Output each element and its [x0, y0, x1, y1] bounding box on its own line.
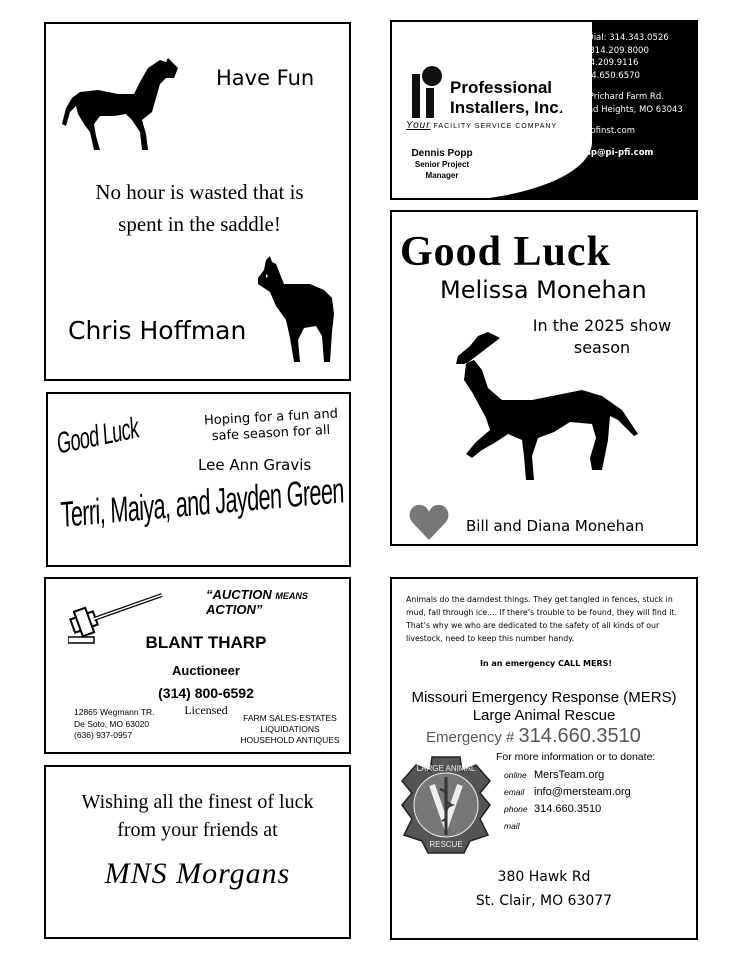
- ad-auctioneer: [44, 577, 351, 754]
- online-row: [504, 767, 631, 784]
- hoping-line1: Hoping for a fun and: [203, 406, 339, 429]
- pi-logo-icon: [412, 66, 444, 122]
- show-season-line2: season: [573, 338, 631, 357]
- auction-slogan: [206, 587, 349, 617]
- emergency-number-line: [426, 725, 641, 748]
- fax-number: Fax: 314.209.9116: [559, 58, 639, 68]
- ad-have-fun: [44, 22, 351, 381]
- melissa-name: Melissa Monehan: [440, 276, 647, 304]
- phone-label: phone: [504, 804, 528, 814]
- office-phone: Office: 314.209.8000: [559, 45, 649, 56]
- licensed-label: Licensed: [184, 703, 228, 717]
- badge-bottom-text: RESCUE: [429, 840, 463, 849]
- show-season-line1: In the 2025 show: [532, 316, 672, 335]
- mail-label: mail: [504, 821, 520, 831]
- slogan-close: ACTION”: [206, 602, 263, 617]
- email-address: dennisp@pi-pfi.com: [559, 147, 654, 158]
- company-tagline: [406, 120, 557, 131]
- cell-phone: Cell: 314.650.6570: [559, 70, 640, 81]
- address-phone: (636) 937-0957: [74, 730, 133, 740]
- signature-chris-hoffman: Chris Hoffman: [68, 316, 247, 345]
- heart-icon: [408, 504, 450, 542]
- contact-name: Dennis Popp: [411, 148, 473, 159]
- services-line2: LIQUIDATIONS: [260, 724, 320, 734]
- intro-line1: Animals do the darndest things. They get tangled in fences, stuck in: [406, 595, 673, 604]
- emergency-number: 314.660.3510: [518, 725, 641, 747]
- mns-morgans-name: MNS Morgans: [104, 857, 291, 890]
- services-line1: FARM SALES-ESTATES: [243, 713, 337, 723]
- city-address: Maryland Heights, MO 63043: [559, 104, 683, 115]
- ad-green-family: [46, 392, 351, 567]
- tagline-your: Your: [406, 120, 431, 131]
- from-bill-and-diana: Bill and Diana Monehan: [466, 517, 644, 535]
- online-label: online: [504, 770, 527, 780]
- ad-good-luck-melissa: [390, 210, 698, 546]
- badge-top-text: LARGE ANIMAL: [416, 764, 476, 773]
- from-lee-ann-gravis: Lee Ann Gravis: [198, 456, 312, 474]
- direct-dial: Direct Dial: 314.343.0526: [559, 33, 669, 43]
- phone-row: [504, 801, 631, 818]
- mers-org-sub: Large Animal Rescue: [472, 707, 616, 724]
- have-fun-heading: Have Fun: [216, 66, 315, 90]
- saddle-quote-line2: spent in the saddle!: [118, 212, 281, 236]
- services-line3: HOUSEHOLD ANTIQUES: [240, 735, 340, 745]
- mers-intro: [406, 593, 677, 645]
- phone-value: 314.660.3510: [534, 803, 602, 815]
- contact-title2: Manager: [425, 171, 459, 180]
- auction-services: [234, 713, 346, 746]
- auctioneer-name: BLANT THARP: [145, 633, 267, 652]
- online-value: MersTeam.org: [534, 769, 605, 781]
- rescue-badge-icon: [400, 755, 492, 855]
- company-name-line2: Installers, Inc.: [450, 98, 564, 117]
- ad-mns-morgans: [44, 765, 351, 939]
- auctioneer-title: Auctioneer: [172, 663, 240, 678]
- mers-address1: 380 Hawk Rd: [497, 869, 591, 885]
- emergency-call: In an emergency CALL MERS!: [479, 659, 613, 668]
- intro-line3: That’s why we who are dedicated to the safety of all kinds of our: [406, 621, 660, 630]
- standing-horse-icon: [254, 254, 338, 366]
- gaited-horse-icon: [442, 330, 642, 490]
- ad-professional-installers: [390, 20, 698, 200]
- trotting-horse-icon: [60, 54, 182, 154]
- mers-contact-list: [504, 767, 631, 835]
- company-name-line1: Professional: [450, 78, 553, 97]
- wishing-line1: Wishing all the finest of luck: [81, 791, 314, 813]
- slogan-open: “AUCTION: [206, 587, 276, 602]
- address-line2: De Soto, MO 63020: [74, 718, 150, 729]
- website: www.profinst.com: [559, 126, 636, 136]
- email-value: info@mersteam.org: [534, 786, 631, 798]
- saddle-quote-line1: No hour is wasted that is: [95, 180, 304, 204]
- emergency-label: Emergency #: [426, 729, 519, 746]
- tagline-text: FACILITY SERVICE COMPANY: [433, 123, 558, 130]
- intro-line2: mud, fall through ice.... If there’s trouble to be found, they will find it.: [406, 608, 677, 617]
- more-info: For more information or to donate:: [496, 751, 656, 763]
- hoping-line2: safe season for all: [211, 422, 331, 445]
- contact-block: [559, 32, 683, 159]
- email-row: [504, 784, 631, 801]
- wishing-line2: from your friends at: [117, 819, 278, 841]
- good-luck-heading: Good Luck: [400, 229, 611, 275]
- email-label: email: [504, 787, 525, 797]
- intro-line4: livestock, need to keep this number handy.: [406, 634, 575, 643]
- contact-title1: Senior Project: [414, 160, 470, 169]
- street-address: 12100 Prichard Farm Rd.: [559, 92, 664, 102]
- green-family-names: Terri, Maiya, and Jayden Green: [60, 469, 345, 535]
- mail-row: [504, 818, 631, 835]
- auctioneer-address: [74, 707, 154, 742]
- good-luck-text: Good Luck: [56, 411, 140, 461]
- slogan-means: MEANS: [275, 591, 308, 601]
- auctioneer-phone: (314) 800-6592: [158, 685, 254, 701]
- mers-address2: St. Clair, MO 63077: [475, 893, 613, 909]
- address-line1: 12865 Wegmann TR.: [74, 707, 155, 717]
- mers-org-name: Missouri Emergency Response (MERS): [411, 689, 677, 706]
- ad-mers: [390, 577, 698, 940]
